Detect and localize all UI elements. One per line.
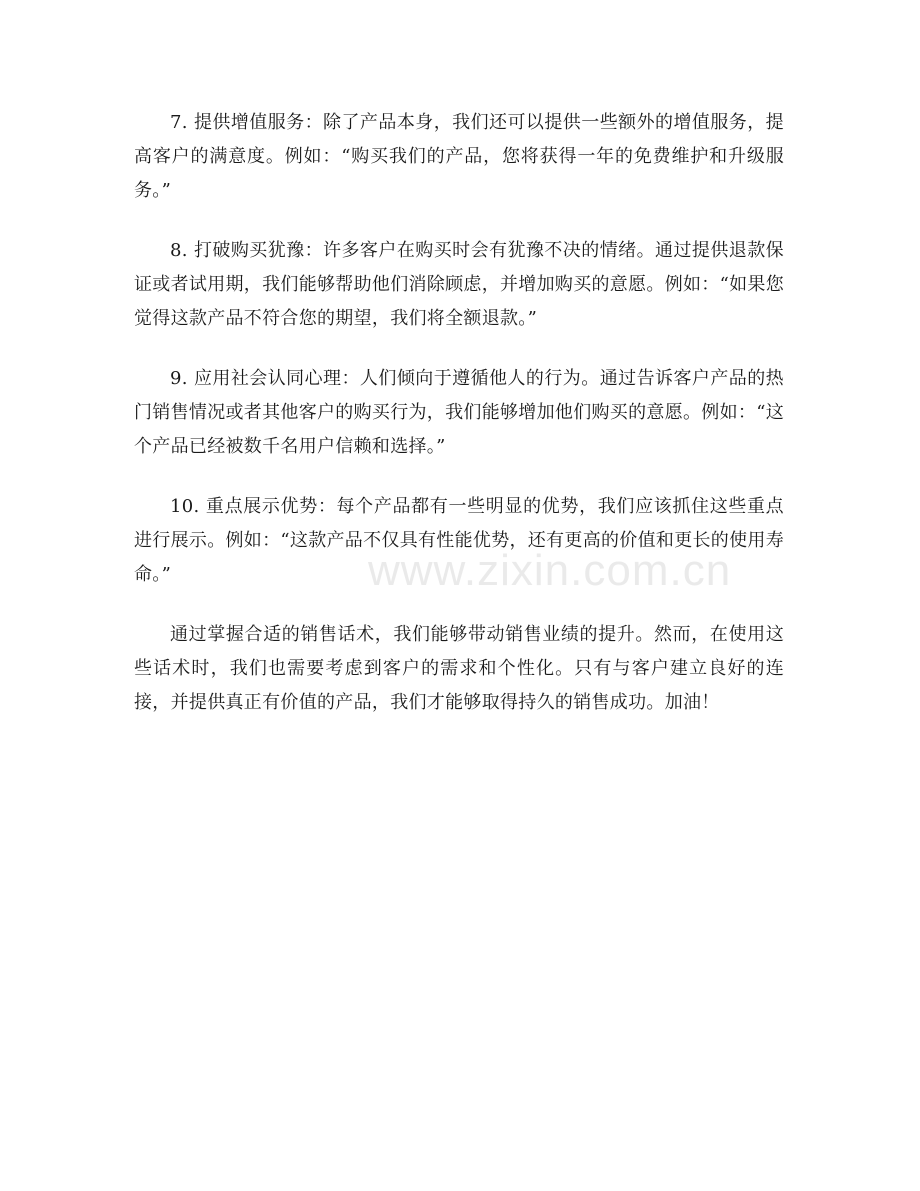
paragraph-8: 8. 打破购买犹豫：许多客户在购买时会有犹豫不决的情绪。通过提供退款保证或者试用期，我们能够帮助他们消除顾虑，并增加购买的意愿。例如：“如果您觉得这款产品不符合您的期望，我们将全额退款。” [134, 240, 784, 329]
paragraph-9: 9. 应用社会认同心理：人们倾向于遵循他人的行为。通过告诉客户产品的热门销售情况或者其他客户的购买行为，我们能够增加他们购买的意愿。例如：“这个产品已经被数千名用户信赖和选择。” [134, 368, 784, 457]
paragraph-conclusion: 通过掌握合适的销售话术，我们能够带动销售业绩的提升。然而，在使用这些话术时，我们也需要考虑到客户的需求和个性化。只有与客户建立良好的连接，并提供真正有价值的产品，我们才能够取得持久的销售成功。加油！ [134, 624, 784, 713]
document-body [134, 106, 784, 746]
paragraph-10: 10. 重点展示优势：每个产品都有一些明显的优势，我们应该抓住这些重点进行展示。例如：“这款产品不仅具有性能优势，还有更高的价值和更长的使用寿命。” [134, 496, 784, 585]
watermark-text: www.zixin.com.cn [368, 546, 732, 595]
paragraph-7: 7. 提供增值服务：除了产品本身，我们还可以提供一些额外的增值服务，提高客户的满意度。例如：“购买我们的产品，您将获得一年的免费维护和升级服务。” [134, 112, 784, 201]
